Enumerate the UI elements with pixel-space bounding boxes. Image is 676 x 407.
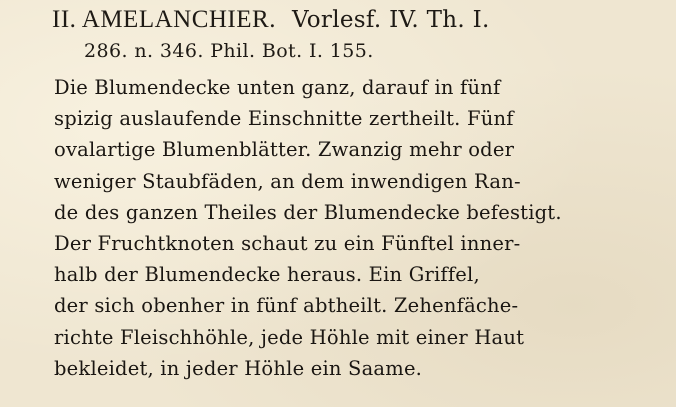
text-line: Die Blumendecke unten ganz, darauf in fünf	[54, 76, 501, 99]
text-line: ovalartige Blumenblätter. Zwanzig mehr oder	[54, 138, 515, 162]
text-line: der sich obenher in fünf abtheilt. Zehenfäche-	[54, 294, 519, 318]
text-line: bekleidet, in jeder Höhle ein Saame.	[54, 356, 423, 380]
text-line: halb der Blumendecke heraus. Ein Griffel,	[54, 263, 480, 287]
genus-title: II. AMELANCHIER.	[52, 6, 276, 33]
text-line: richte Fleischhöhle, jede Höhle mit einer Haut	[54, 325, 525, 349]
lecture-reference: Vorlesf. IV. Th. I.	[291, 7, 490, 33]
text-line: spizig auslaufende Einschnitte zertheilt. Fünf	[54, 107, 514, 131]
text-line: de des ganzen Theiles der Blumendecke befestigt.	[54, 200, 562, 224]
description-paragraph	[54, 72, 674, 384]
bibliographic-reference: 286. n. 346. Phil. Bot. I. 155.	[84, 40, 374, 62]
section-heading	[52, 6, 652, 36]
text-line: Der Fruchtknoten schaut zu ein Fünftel inner-	[54, 231, 521, 255]
text-line: weniger Staubfäden, an dem inwendigen Ran-	[54, 169, 521, 193]
